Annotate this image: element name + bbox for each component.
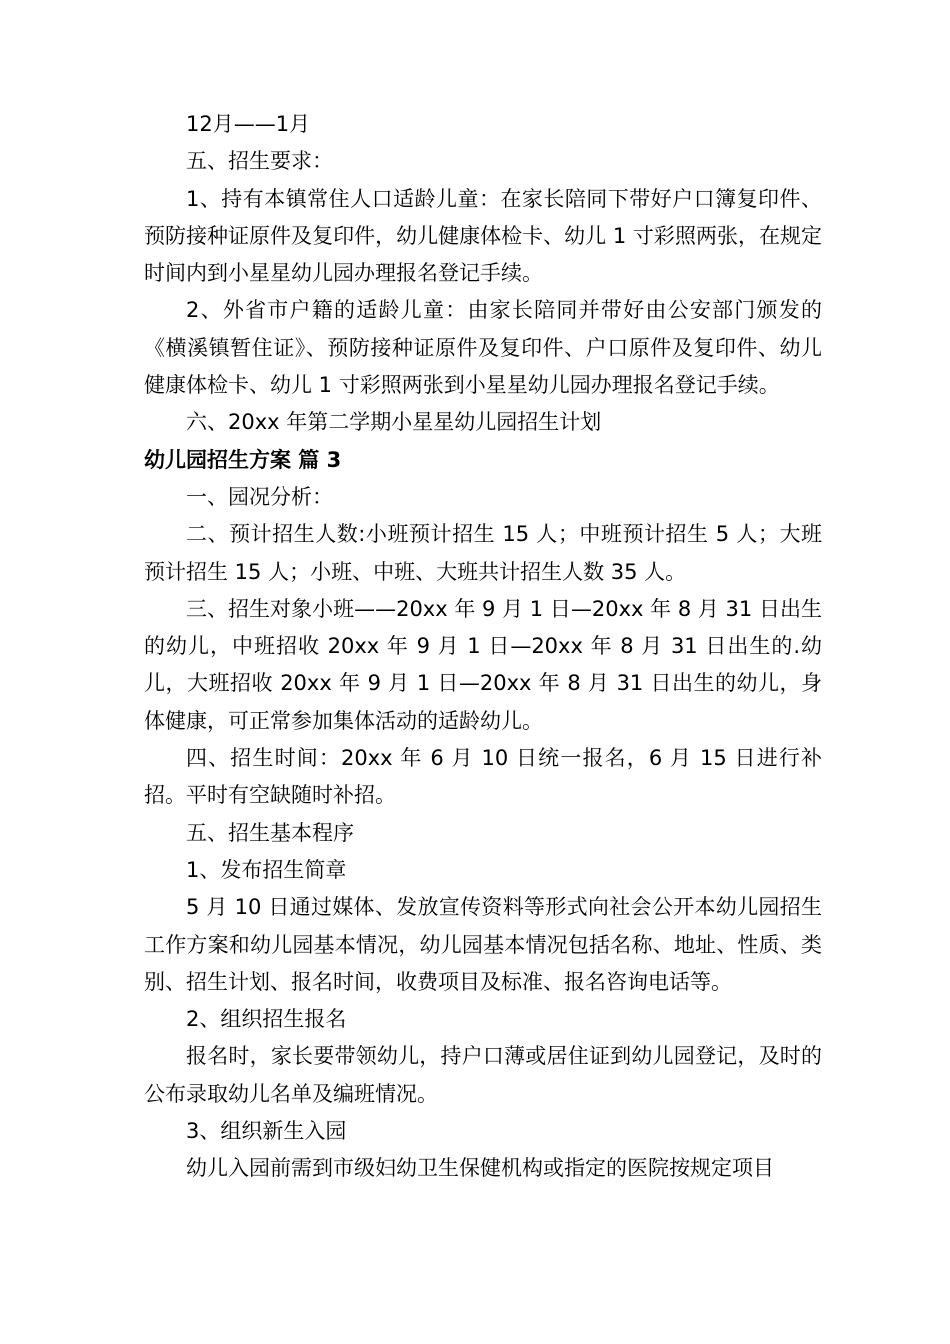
paragraph-analysis-title: 一、园况分析： — [186, 484, 333, 509]
paragraph-step-3-title: 3、组织新生入园 — [186, 1119, 347, 1144]
paragraph-section-5-title: 五、招生要求： — [186, 149, 333, 174]
paragraph-enrollment-time: 四、招生时间：20xx 年 6 月 10 日统一报名，6 月 15 日进行补招。平时有空缺随时补招。 — [144, 746, 822, 808]
paragraph-step-2-body: 报名时，家长要带领幼儿，持户口薄或居住证到幼儿园登记，及时的公布录取幼儿名单及编班情况。 — [144, 1044, 822, 1106]
section-heading-plan-3: 幼儿园招生方案 篇 3 — [144, 447, 342, 472]
paragraph-enrollment-numbers: 二、预计招生人数:小班预计招生 15 人；中班预计招生 5 人；大班预计招生 15 人；小班、中班、大班共计招生人数 35 人。 — [144, 522, 822, 584]
document-body — [144, 106, 822, 1188]
paragraph-step-1-body: 5 月 10 日通过媒体、发放宣传资料等形式向社会公开本幼儿园招生工作方案和幼儿园基本情况，幼儿园基本情况包括名称、地址、性质、类别、招生计划、报名时间，收费项目及标准、报名咨询电话等。 — [144, 895, 822, 994]
paragraph-step-3-body: 幼儿入园前需到市级妇幼卫生保健机构或指定的医院按规定项目 — [186, 1156, 774, 1181]
paragraph-procedure-title: 五、招生基本程序 — [186, 820, 354, 845]
paragraph-step-2-title: 2、组织招生报名 — [186, 1007, 347, 1032]
paragraph-section-6-title: 六、20xx 年第二学期小星星幼儿园招生计划 — [186, 410, 602, 435]
paragraph-date-range: 12月——1月 — [186, 112, 311, 136]
paragraph-step-1-title: 1、发布招生简章 — [186, 857, 347, 882]
paragraph-requirement-2: 2、外省市户籍的适龄儿童：由家长陪同并带好由公安部门颁发的《横溪镇暂住证》、预防接种证原件及复印件、户口原件及复印件、幼儿健康体检卡、幼儿 1 寸彩照两张到小星星幼儿园办理报名登记手续。 — [144, 298, 822, 398]
paragraph-enrollment-targets: 三、招生对象小班——20xx 年 9 月 1 日—20xx 年 8 月 31 日出生的幼儿，中班招收 20xx 年 9 月 1 日—20xx 年 8 月 31 日出生的.幼儿，大班招收 20xx 年 9 月 1 日—20xx 年 8 月 31 日出生的幼儿，身体健康，可正常参加集体活动的适龄幼儿。 — [144, 596, 822, 733]
paragraph-requirement-1: 1、持有本镇常住人口适龄儿童：在家长陪同下带好户口簿复印件、预防接种证原件及复印件，幼儿健康体检卡、幼儿 1 寸彩照两张，在规定时间内到小星星幼儿园办理报名登记手续。 — [144, 186, 822, 286]
